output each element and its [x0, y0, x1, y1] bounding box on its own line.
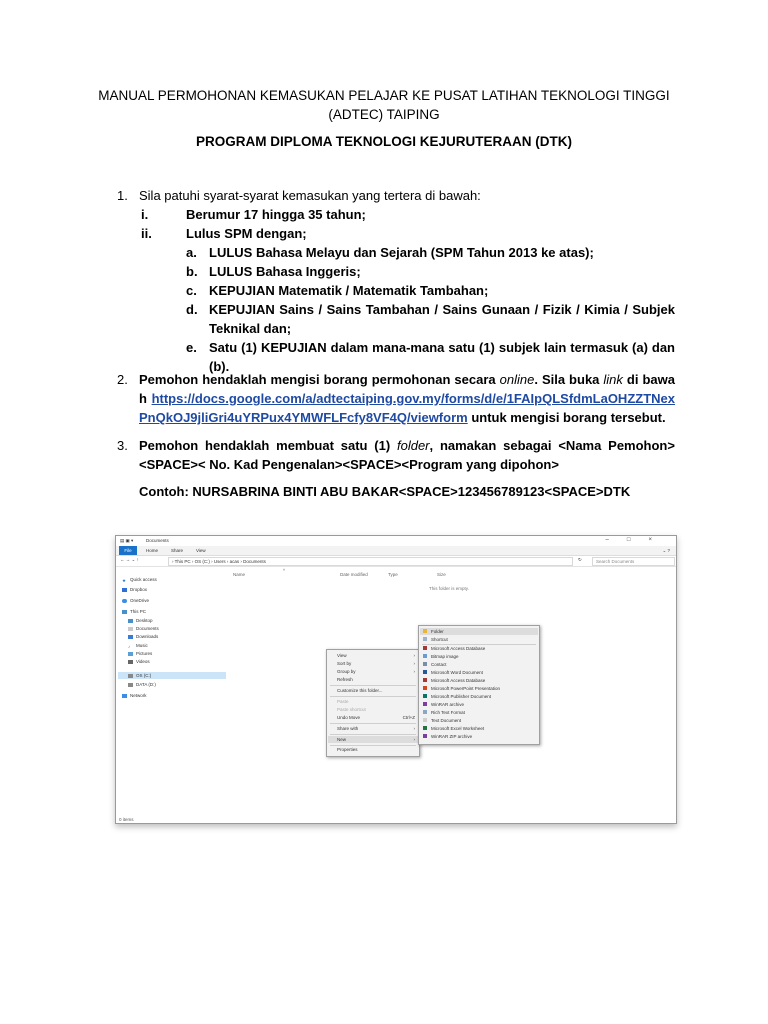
- music-icon: ♪: [128, 643, 131, 649]
- item-3-text: [139, 436, 675, 474]
- folder-icon: [423, 629, 427, 633]
- nav-item[interactable]: [122, 693, 147, 698]
- ribbon-share-tab[interactable]: Share: [171, 548, 184, 553]
- nav-label: Desktop: [136, 618, 153, 623]
- rtf-icon: [423, 710, 427, 714]
- menu-divider: [330, 745, 416, 746]
- chevron-down-icon[interactable]: ⌄ ?: [662, 548, 670, 553]
- download-icon: [128, 635, 133, 639]
- item-3-text-part: Pemohon hendaklah membuat satu (1): [139, 438, 397, 453]
- close-icon[interactable]: ×: [648, 537, 670, 543]
- submenu-item[interactable]: Microsoft Publisher Document: [431, 694, 492, 699]
- chevron-right-icon: ›: [413, 661, 415, 666]
- excel-icon: [423, 726, 427, 730]
- chevron-right-icon: ›: [413, 726, 415, 731]
- nav-item[interactable]: [128, 673, 151, 678]
- shortcut-icon: [423, 637, 427, 641]
- column-headers: [233, 568, 676, 578]
- refresh-icon[interactable]: ↻: [578, 557, 582, 562]
- alpha-item-number: e.: [186, 340, 197, 355]
- access-icon: [423, 646, 427, 650]
- navigation-pane: [116, 567, 226, 815]
- status-bar-count: 0 items: [119, 817, 134, 822]
- chevron-right-icon: ›: [413, 737, 415, 742]
- submenu-item[interactable]: Microsoft Access Database: [431, 678, 486, 683]
- menu-divider: [330, 696, 416, 697]
- nav-label: Quick access: [130, 577, 157, 582]
- menu-divider: [422, 644, 536, 645]
- submenu-item[interactable]: WinRAR ZIP archive: [431, 734, 473, 739]
- menu-item-sort-by[interactable]: Sort by: [337, 661, 352, 666]
- menu-item-new[interactable]: New: [337, 737, 347, 742]
- computer-icon: [122, 610, 127, 614]
- nav-item[interactable]: [128, 626, 159, 631]
- sub-item-number: ii.: [141, 226, 152, 241]
- nav-label: DATA (D:): [136, 682, 156, 687]
- empty-folder-text: This folder is empty.: [429, 586, 469, 591]
- column-size[interactable]: Size: [437, 572, 446, 577]
- ribbon-home-tab[interactable]: Home: [146, 548, 159, 553]
- network-icon: [122, 694, 127, 698]
- menu-item-view[interactable]: View: [337, 653, 347, 658]
- document-icon: [128, 627, 133, 631]
- access-icon: [423, 678, 427, 682]
- publisher-icon: [423, 694, 427, 698]
- item-1-text: Sila patuhi syarat-syarat kemasukan yang tertera di bawah:: [139, 188, 481, 203]
- text-document-icon: [423, 718, 427, 722]
- nav-label: Network: [130, 693, 147, 698]
- document-subtitle: PROGRAM DIPLOMA TEKNOLOGI KEJURUTERAAN (DTK): [196, 134, 572, 149]
- nav-label: Downloads: [136, 634, 159, 639]
- form-url-link[interactable]: https://docs.google.com/a/adtectaiping.gov.my/forms/d/e/1FAIpQLSfdmLaOHZZTNexPnQkOJ9jliGri4uYRPux4YMWFLFcfy8VF4Q/viewform: [139, 391, 675, 425]
- minimize-icon[interactable]: –: [605, 537, 627, 543]
- menu-item-properties[interactable]: Properties: [337, 747, 358, 752]
- drive-icon: [128, 683, 133, 687]
- drive-icon: [128, 674, 133, 678]
- contact-icon: [423, 662, 427, 666]
- item-2-text-part: di bawah: [139, 372, 675, 406]
- alpha-item-text: KEPUJIAN Sains / Sains Tambahan / Sains Gunaan / Fizik / Kimia / Subjek Teknikal dan;: [209, 302, 675, 336]
- menu-item-refresh[interactable]: Refresh: [337, 677, 353, 682]
- item-3-text-part: , namakan sebagai: [429, 438, 559, 453]
- nav-item[interactable]: [128, 659, 150, 664]
- alpha-item-text: LULUS Bahasa Inggeris;: [209, 264, 361, 279]
- powerpoint-icon: [423, 686, 427, 690]
- menu-item-customize[interactable]: Customize this folder...: [337, 688, 383, 693]
- winrar-zip-icon: [423, 734, 427, 738]
- menu-item-group-by[interactable]: Group by: [337, 669, 356, 674]
- quick-access-toolbar-icon: ▤ ▣ ▾: [120, 538, 134, 543]
- sort-arrow-icon: ^: [283, 568, 286, 573]
- submenu-item[interactable]: Bitmap image: [431, 654, 459, 659]
- maximize-icon[interactable]: □: [626, 537, 649, 543]
- cloud-icon: [122, 599, 127, 603]
- title-line-2: (ADTEC) TAIPING: [328, 107, 440, 122]
- picture-icon: [128, 652, 133, 656]
- alpha-item-text: LULUS Bahasa Melayu dan Sejarah (SPM Tahun 2013 ke atas);: [209, 245, 594, 260]
- menu-divider: [330, 734, 416, 735]
- alpha-item-text: KEPUJIAN Matematik / Matematik Tambahan;: [209, 283, 489, 298]
- item-3-example: Contoh: NURSABRINA BINTI ABU BAKAR<SPACE>123456789123<SPACE>DTK: [139, 484, 631, 499]
- chevron-right-icon: ›: [413, 653, 415, 658]
- ribbon-view-tab[interactable]: View: [196, 548, 206, 553]
- menu-divider: [330, 685, 416, 686]
- star-icon: ★: [122, 577, 127, 583]
- search-input[interactable]: Search Documents: [592, 557, 675, 566]
- submenu-item[interactable]: Shortcut: [431, 637, 448, 642]
- menu-divider: [330, 723, 416, 724]
- nav-label: OneDrive: [130, 598, 150, 603]
- alpha-item-number: c.: [186, 283, 197, 298]
- chevron-right-icon: ›: [413, 669, 415, 674]
- item-2-number: 2.: [117, 372, 128, 387]
- column-name[interactable]: Name: [233, 572, 246, 577]
- submenu-item[interactable]: Text Document: [431, 718, 462, 723]
- address-bar-row: [116, 556, 676, 567]
- nav-item[interactable]: [122, 598, 149, 603]
- sub-item-number: i.: [141, 207, 149, 222]
- nav-label: OS (C:): [136, 673, 152, 678]
- column-date[interactable]: Date modified: [340, 572, 368, 577]
- winrar-icon: [423, 702, 427, 706]
- ribbon-file-tab[interactable]: File: [119, 546, 137, 555]
- menu-item-undo-move[interactable]: Undo Move: [337, 715, 361, 720]
- submenu-item[interactable]: Microsoft Word Document: [431, 670, 483, 675]
- bitmap-icon: [423, 654, 427, 658]
- nav-label: Videos: [136, 659, 150, 664]
- item-3-name-format: <Nama Pemohon><SPACE>< No. Kad Pengenalan><SPACE><Program yang dipohon>: [139, 438, 675, 472]
- item-3-number: 3.: [117, 438, 128, 453]
- item-2-text-part: Pemohon hendaklah mengisi borang permohonan secara: [139, 372, 500, 387]
- item-2-link-word: link: [603, 372, 623, 387]
- nav-label: This PC: [130, 609, 147, 614]
- dropbox-icon: [122, 588, 127, 592]
- submenu-item[interactable]: Microsoft PowerPoint Presentation: [431, 686, 501, 691]
- nav-label: Pictures: [136, 651, 153, 656]
- back-forward-icon[interactable]: ← → ⌄ ↑: [120, 557, 139, 562]
- submenu-item[interactable]: WinRAR archive: [431, 702, 465, 707]
- alpha-item-text: Satu (1) KEPUJIAN dalam mana-mana satu (1) subjek lain termasuk (a) dan (b).: [209, 340, 675, 374]
- video-icon: [128, 660, 133, 664]
- submenu-item[interactable]: Folder: [431, 629, 444, 634]
- nav-label: Dropbox: [130, 587, 148, 592]
- sub-item-text: Berumur 17 hingga 35 tahun;: [186, 207, 366, 222]
- menu-item-paste: Paste: [337, 699, 349, 704]
- nav-item[interactable]: [128, 618, 153, 623]
- alpha-item-number: d.: [186, 302, 198, 317]
- nav-item[interactable]: [128, 643, 148, 648]
- column-type[interactable]: Type: [388, 572, 398, 577]
- sub-item-text: Lulus SPM dengan;: [186, 226, 307, 241]
- window-title: Documents: [146, 538, 169, 543]
- nav-label: Music: [136, 643, 148, 648]
- nav-item[interactable]: [122, 609, 146, 614]
- item-2-text: [139, 370, 675, 427]
- submenu-item[interactable]: Microsoft Access Database: [431, 646, 486, 651]
- alpha-item-number: b.: [186, 264, 198, 279]
- context-menu: [326, 649, 420, 757]
- item-2-text-part: . Sila buka: [534, 372, 604, 387]
- title-line-1: MANUAL PERMOHONAN KEMASUKAN PELAJAR KE PUSAT LATIHAN TEKNOLOGI TINGGI: [98, 88, 670, 103]
- submenu-item[interactable]: Rich Text Format: [431, 710, 465, 715]
- item-2-text-part: untuk mengisi borang tersebut.: [467, 410, 666, 425]
- address-path[interactable]: › This PC › OS (C:) › Users › acas › Documents: [168, 557, 573, 566]
- menu-item-paste-shortcut: Paste shortcut: [337, 707, 366, 712]
- explorer-screenshot: [115, 535, 677, 824]
- menu-item-share-with[interactable]: Share with: [337, 726, 359, 731]
- submenu-item[interactable]: Contact: [431, 662, 447, 667]
- nav-item[interactable]: [122, 577, 157, 582]
- nav-item[interactable]: [128, 651, 152, 656]
- menu-shortcut-label: Ctrl+Z: [402, 715, 415, 720]
- item-1-number: 1.: [117, 188, 128, 203]
- item-2-online-word: online: [499, 372, 535, 387]
- word-icon: [423, 670, 427, 674]
- new-submenu: [418, 625, 540, 745]
- window-titlebar: [116, 536, 676, 546]
- item-3-folder-word: folder: [396, 438, 430, 453]
- nav-label: Documents: [136, 626, 159, 631]
- nav-item[interactable]: [122, 587, 147, 592]
- document-title: [70, 86, 698, 124]
- submenu-item[interactable]: Microsoft Excel Worksheet: [431, 726, 485, 731]
- window-controls: [606, 537, 670, 543]
- nav-item[interactable]: [128, 634, 158, 639]
- ribbon-tabs: [116, 546, 676, 556]
- desktop-icon: [128, 619, 133, 623]
- nav-item[interactable]: [128, 682, 156, 687]
- alpha-item-number: a.: [186, 245, 197, 260]
